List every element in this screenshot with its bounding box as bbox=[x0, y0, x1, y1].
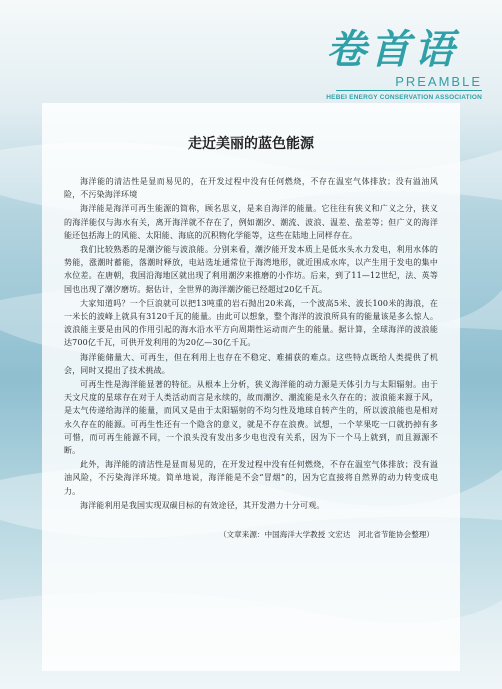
article-panel bbox=[42, 103, 460, 671]
article-paragraph: 海洋能储量大、可再生，但在利用上也存在不稳定、难捕获的难点。这些特点既给人类提供了机会，同时又提出了技术挑战。 bbox=[64, 352, 438, 375]
masthead-divider bbox=[336, 90, 482, 91]
masthead-title: 卷首语 bbox=[326, 26, 458, 73]
article-paragraph: 可再生性是海洋能显著的特征。从根本上分析，狭义海洋能的动力源是天体引力与太阳辐射。由于天文尺度的星球存在对于人类活动而言是永续的，故而潮汐、潮流能是永久存在的；波浪能来源于风，是太气传递给海洋的能量，而风又是由于太阳辐射的不均匀性及地球自转产生的，所以波浪能也是相对永久存在的能源。可再生性还有一个隐含的意义，就是不存在浪费。试想，一个苹果吃一口就扔掉有多可惜，而可再生能源不同，一个浪头没有发出多少电也没有关系，因为下一个马上就到，而且源源不断。 bbox=[64, 380, 438, 456]
article-paragraph: 海洋能是海洋可再生能源的简称，顾名思义，是来自海洋的能量。它往往有狭义和广义之分，狭义的海洋能仅与海水有关，离开海洋就不存在了，例如潮汐、潮流、波浪、温差、盐差等；但广义的海洋能还包括海上的风能、太阳能、海底的沉积物化学能等，这些在陆地上同样存在。 bbox=[64, 204, 438, 240]
article-paragraph: 海洋能的清洁性是显而易见的，在开发过程中没有任何燃烧，不存在温室气体排放；没有溢油风险，不污染海洋环境 bbox=[64, 177, 438, 200]
masthead bbox=[248, 10, 488, 105]
article-source: （文章来源：中国海洋大学教授 文宏达 河北省节能协会整理） bbox=[218, 530, 434, 540]
article-paragraph: 大家知道吗？一个巨浪就可以把13吨重的岩石抛出20米高，一个波高5米、波长100米的海浪，在一米长的波峰上就具有3120千瓦的能量。由此可以想象，整个海洋的波浪所具有的能量该是多么惊人。波浪能主要是由风的作用引起的海水沿水平方向周期性运动而产生的能量。据计算，全球海洋的波浪能达700亿千瓦，可供开发利用的为20亿—30亿千瓦。 bbox=[64, 298, 438, 348]
article-paragraph: 我们比较熟悉的是潮汐能与波浪能。分别来看，潮汐能开发本质上是低水头水力发电，利用水体的势能，涨潮时蓄能，落潮时释放，电站选址通常位于海湾地形，就近围成水库，以产生用于发电的集中水位差。在唐朝，我国沿海地区就出现了利用潮汐来推磨的小作坊。后来，到了11—12世纪，法、英等国也出现了潮汐磨坊。据估计，全世界的海洋潮汐能已经超过20亿千瓦。 bbox=[64, 245, 438, 294]
article-paragraph: 海洋能利用是我国实现双碳目标的有效途径，其开发潜力十分可观。 bbox=[80, 500, 325, 510]
article-paragraph: 此外，海洋能的清洁性是显而易见的，在开发过程中没有任何燃烧，不存在温室气体排放；没有溢油风险，不污染海洋环境。简单地说，海洋能是不会“冒烟”的，因为它直接将自然界的动力转变成电力。 bbox=[64, 460, 438, 496]
article-title: 走近美丽的蓝色能源 bbox=[188, 136, 314, 152]
masthead-english-title: PREAMBLE bbox=[395, 74, 482, 89]
masthead-subtitle: HEBEI ENERGY CONSERVATION ASSOCIATION bbox=[326, 94, 482, 101]
